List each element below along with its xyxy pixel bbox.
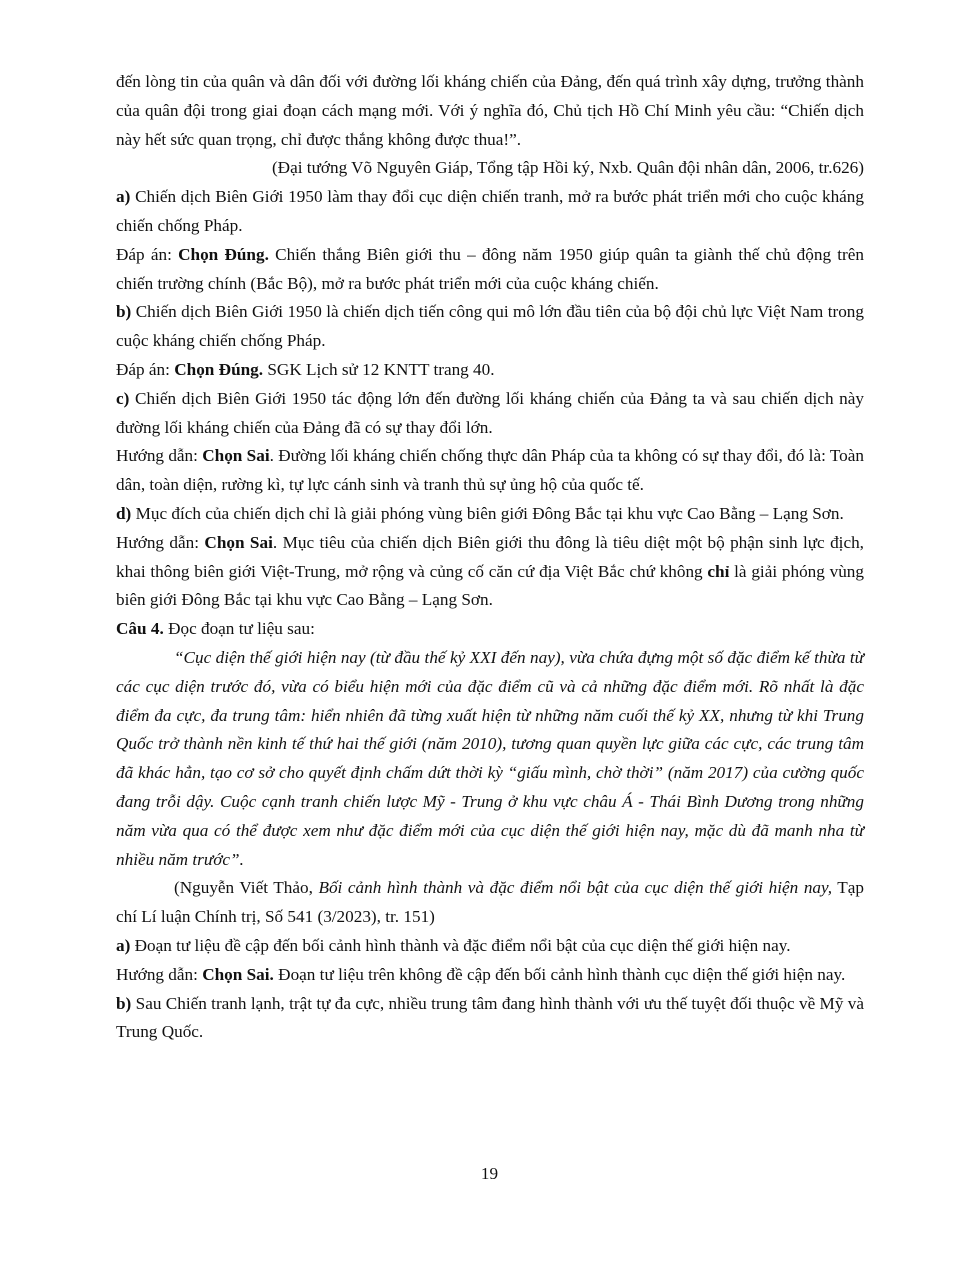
quote-end: ”. xyxy=(230,849,244,869)
answer-prefix: Đáp án: xyxy=(116,359,175,379)
answer-verdict: Chọn Sai. xyxy=(202,964,274,984)
citation-source: Tạp chí Lí luận Chính trị, Số 541 (3/2023), tr. 151) xyxy=(116,878,869,927)
citation xyxy=(116,154,864,183)
paragraph xyxy=(116,68,869,154)
answer-prefix: Đáp án: xyxy=(116,244,179,264)
answer-prefix: Hướng dẫn: xyxy=(116,446,203,466)
question-heading xyxy=(116,615,864,644)
option-label: a) xyxy=(116,187,131,207)
option-b xyxy=(116,298,869,356)
quote-text: “Cục diện thế giới hiện nay (từ đầu thế kỷ XXI đến nay), vừa chứa đựng một số đặc điểm kế thừa từ các cục diện trước đó, vừa có biểu hiện mới của đặc điểm cũ và cả những đặc điểm mới. Rõ nhất là đặc điểm đa cực, đa trung tâm: hiển nhiên đã từng xuất hiện từ những năm cuối thế kỷ XX, nhưng từ khi Trung Quốc trở thành nền kinh tế thứ hai thế giới (năm 2010), tương quan quyền lực giữa các cực, các trung tâm đã khác hẳn, tạo cơ sở cho quyết định chấm dứt thời kỳ “giấu mình, chờ thời” (năm 2017) của cường quốc đang trỗi dậy. Cuộc cạnh tranh chiến lược Mỹ - Trung ở khu vực châu Á - Thái Bình Dương trong những năm vừa qua có thể được xem như đặc điểm mới của cục diện thế giới hiện nay, mặc dù đã manh nha từ nhiều năm trước xyxy=(116,647,869,869)
option-text: Mục đích của chiến dịch chỉ là giải phóng vùng biên giới Đông Bắc tại khu vực Cao Bằng – Lạng Sơn. xyxy=(131,503,844,523)
document-page xyxy=(116,68,869,1047)
option-text: Chiến dịch Biên Giới 1950 là chiến dịch tiến công qui mô lớn đầu tiên của bộ đội chủ lực Việt Nam trong cuộc kháng chiến chống Pháp. xyxy=(116,302,869,351)
answer-text: Chiến thắng Biên giới thu – đông năm 1950 giúp quân ta giành thế chủ động trên chiến trường chính (Bắc Bộ), mở ra bước phát triển mới của cuộc kháng chiến. xyxy=(116,244,869,293)
answer-text: SGK Lịch sử 12 KNTT trang 40. xyxy=(263,359,495,379)
option-label: b) xyxy=(116,302,132,322)
quoted-passage xyxy=(116,644,869,874)
option-text: Chiến dịch Biên Giới 1950 làm thay đổi cục diện chiến tranh, mở ra bước phát triển mới cho cuộc kháng chiến chống Pháp. xyxy=(116,187,869,235)
question-label: Câu 4. xyxy=(116,619,164,639)
question-text: Đọc đoạn tư liệu sau: xyxy=(163,619,315,639)
option-c xyxy=(116,385,869,443)
option-label: c) xyxy=(116,388,130,408)
option-label: d) xyxy=(116,503,132,523)
page-number: 19 xyxy=(480,1164,499,1183)
option-text: Chiến dịch Biên Giới 1950 tác động lớn đến đường lối kháng chiến của Đảng ta và sau chiến dịch này đường lối kháng chiến của Đảng đã có sự thay đổi lớn. xyxy=(116,388,869,437)
answer-prefix: Hướng dẫn: xyxy=(116,532,205,552)
answer xyxy=(116,356,864,385)
answer-text: Đoạn tư liệu trên không đề cập đến bối cảnh hình thành cục diện thế giới hiện nay. xyxy=(273,964,846,984)
option-a xyxy=(116,932,864,961)
answer xyxy=(116,961,864,990)
answer-verdict: Chọn Sai xyxy=(204,532,273,552)
answer-emphasis: chỉ xyxy=(707,561,730,581)
option-label: a) xyxy=(116,935,131,955)
answer-prefix: Hướng dẫn: xyxy=(116,964,203,984)
answer xyxy=(116,442,869,500)
answer-text: là giải phóng vùng biên giới Đông Bắc tại khu vực Cao Bằng – Lạng Sơn. xyxy=(116,561,869,610)
citation-author: (Nguyễn Viết Thảo, xyxy=(174,878,319,898)
body-text: đến lòng tin của quân và dân đối với đường lối kháng chiến của Đảng, đến quá trình xây dựng, trưởng thành của quân đội trong giai đoạn cách mạng mới. Với ý nghĩa đó, Chủ tịch Hồ Chí Minh yêu cầu: “Chiến dịch này hết sức quan trọng, chỉ được thắng không được thua!”. xyxy=(116,72,869,149)
answer xyxy=(116,241,869,299)
citation-title: Bối cảnh hình thành và đặc điểm nổi bật của cục diện thế giới hiện nay, xyxy=(318,878,832,898)
answer xyxy=(116,529,869,615)
answer-verdict: Chọn Đúng. xyxy=(174,359,264,379)
answer-text: . Mục tiêu của chiến dịch Biên giới thu đông là tiêu diệt một bộ phận sinh lực địch, khai thông biên giới Việt-Trung, mở rộng và củng cố căn cứ địa Việt Bắc chứ không xyxy=(116,532,869,581)
answer-verdict: Chọn Sai xyxy=(202,446,270,466)
option-a xyxy=(116,183,869,241)
citation-text: (Đại tướng Võ Nguyên Giáp, Tổng tập Hồi ký, Nxb. Quân đội nhân dân, 2006, tr.626) xyxy=(271,158,864,178)
citation xyxy=(116,874,869,932)
answer-text: . Đường lối kháng chiến chống thực dân Pháp của ta không có sự thay đổi, đó là: Toàn dân, toàn diện, rường kì, tự lực cánh sinh và tranh thủ sự ủng hộ của quốc tế. xyxy=(116,446,869,495)
answer-verdict: Chọn Đúng. xyxy=(178,244,269,264)
option-text: Đoạn tư liệu đề cập đến bối cảnh hình thành và đặc điểm nổi bật của cục diện thế giới hiện nay. xyxy=(130,935,791,955)
option-text: Sau Chiến tranh lạnh, trật tự đa cực, nhiều trung tâm đang hình thành với ưu thế tuyệt đối thuộc về Mỹ và Trung Quốc. xyxy=(116,993,868,1042)
option-d xyxy=(116,500,864,529)
option-label: b) xyxy=(116,993,132,1013)
option-b xyxy=(116,990,868,1048)
